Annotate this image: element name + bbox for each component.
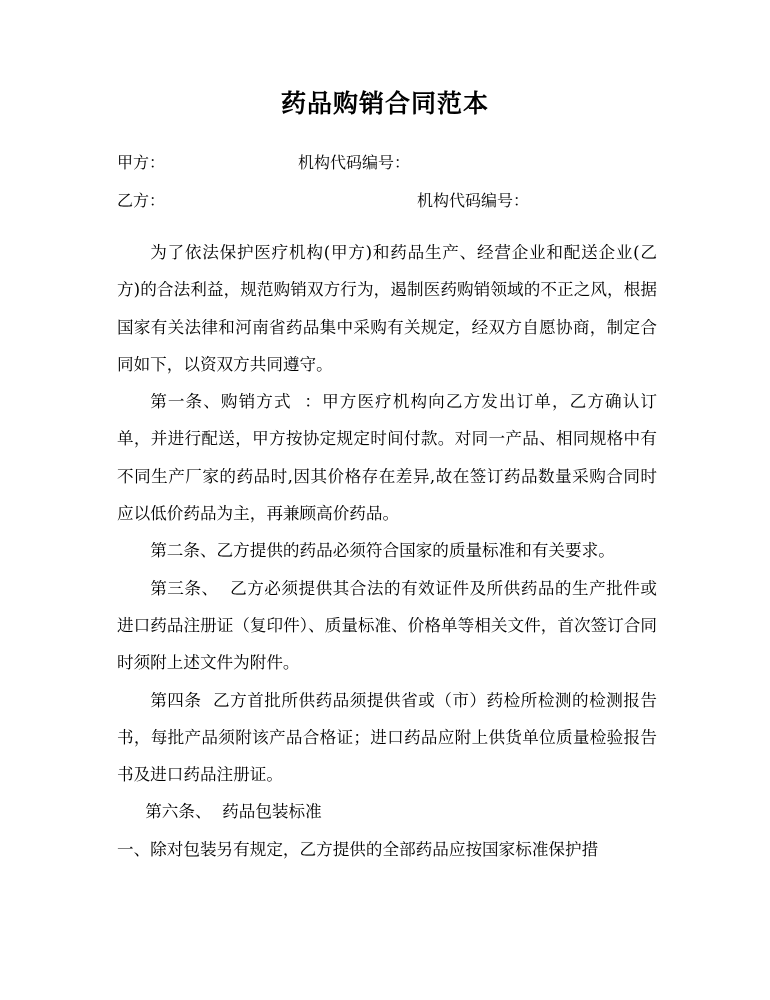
article-4-paragraph: 第四条 乙方首批所供药品须提供省或（市）药检所检测的检测报告书，每批产品须附该产品合格证；进口药品应附上供货单位质量检验报告书及进口药品注册证。 <box>117 690 657 785</box>
article-6-heading: 第六条、 药品包装标准 <box>145 802 322 822</box>
preamble-paragraph: 为了依法保护医疗机构(甲方)和药品生产、经营企业和配送企业(乙方)的合法利益，规范购销双方行为，遏制医药购销领域的不正之风，根据国家有关法律和河南省药品集中采购有关规定，经双方自愿协商，制定合同如下，以资双方共同遵守。 <box>117 243 657 374</box>
party-b-row <box>117 188 677 212</box>
article-6-clause-1: 一、除对包装另有规定，乙方提供的全部药品应按国家标准保护措 <box>117 839 599 859</box>
document-title: 药品购销合同范本 <box>280 89 489 118</box>
contract-body <box>117 234 657 868</box>
party-a-code-label: 机构代码编号： <box>298 153 411 172</box>
party-b-label: 乙方： <box>117 191 166 210</box>
article-1-paragraph: 第一条、购销方式 ：甲方医疗机构向乙方发出订单，乙方确认订单，并进行配送，甲方按协定规定时间付款。对同一产品、相同规格中有不同生产厂家的药品时,因其价格存在差异,故在签订药品数量采购合同时应以低价药品为主，再兼顾高价药品。 <box>117 392 657 524</box>
party-a-label: 甲方： <box>117 153 166 172</box>
article-2-paragraph: 第二条、乙方提供的药品必须符合国家的质量标准和有关要求。 <box>150 541 615 561</box>
article-3-paragraph: 第三条、 乙方必须提供其合法的有效证件及所供药品的生产批件或进口药品注册证（复印件）、质量标准、价格单等相关文件，首次签订合同时须附上述文件为附件。 <box>117 578 657 673</box>
party-a-row <box>117 150 677 174</box>
party-b-code-label: 机构代码编号： <box>417 191 530 210</box>
